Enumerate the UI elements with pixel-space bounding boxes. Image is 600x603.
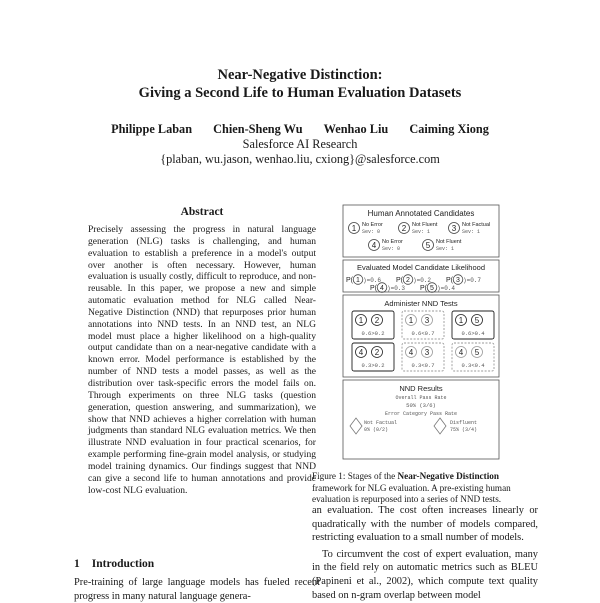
candidate-label: Not Fluent <box>436 239 462 245</box>
category-value: 0% (0/2) <box>364 427 389 433</box>
caption-prefix: Figure 1: Stages of the <box>312 471 398 481</box>
candidate-label: No Error <box>382 239 403 245</box>
overall-pass-label: Overall Pass Rate <box>395 395 447 401</box>
nnd-test-condition: 0.6>0.4 <box>461 330 485 337</box>
likelihood-value: )=0.7 <box>463 277 482 284</box>
disfluent-icon <box>434 418 446 434</box>
nnd-test <box>402 311 444 339</box>
candidate-number: 4 <box>371 241 377 250</box>
caption-rest: framework for NLG evaluation. A pre-existing human evaluation is repurposed into a series of NND tests. <box>312 482 511 505</box>
candidate-card <box>399 222 438 235</box>
likelihood-value: )=0.6 <box>363 277 382 284</box>
category-name: Not Factual <box>364 420 398 426</box>
likelihood-item <box>420 283 455 293</box>
likelihood-p: P( <box>396 277 403 284</box>
emails: {plaban, wu.jason, wenhao.liu, cxiong}@salesforce.com <box>160 152 440 166</box>
not-factual-icon <box>350 418 362 434</box>
abstract-text: Precisely assessing the progress in natural language generation (NLG) tasks is challenging, and human evaluation to establish a preference in a model's output over another is often necessary. However, human evaluation is usually costly, difficult to reproduce, and non-reusable. In this paper, we propose a new and simple automatic evaluation method for NLG called Near-Negative Distinction (NND) that repurposes prior human annotations into NND tests. In an NND test, an NLG model must place a higher likelihood on a high-quality output candidate than on a near-negative candidate with a known error. Model performance is established by the number of NND tests a model passes, as well as the distribution over task-specific errors the model fails on. Through experiments on three NLG tasks (question generation, question answering, and summarization), we show that NND achieves a higher correlation with human judgments than standard NLG evaluation metrics. We then illustrate NND evaluation in four practical scenarios, for example performing fine-grain model analysis, or studying model training dynamics. Our findings suggest that NND can give a second life to human annotations and provide low-cost NLG evaluation. <box>88 224 316 496</box>
candidate-label: Not Fluent <box>412 222 438 228</box>
candidate-card <box>423 239 462 252</box>
candidate-card <box>349 222 383 235</box>
error-category-label: Error Category Pass Rate <box>384 411 458 417</box>
nnd-test <box>352 343 394 371</box>
likelihood-value: )=0.4 <box>437 285 456 292</box>
likelihood-value: )=0.2 <box>413 277 432 284</box>
paper-title <box>0 66 600 102</box>
nnd-test-condition: 0.3>0.2 <box>361 362 385 369</box>
candidate-number: 5 <box>430 285 434 292</box>
candidate-number: 3 <box>424 348 430 357</box>
intro-text: Pre-training of large language models has fueled recent progress in many natural language genera- <box>74 577 320 602</box>
candidate-label: No Error <box>362 222 383 228</box>
figure-diagram <box>342 204 500 460</box>
overall-pass-value: 50% (3/6) <box>406 402 436 409</box>
likelihood-p: P( <box>370 285 377 292</box>
category-not-factual <box>350 418 397 434</box>
candidate-number: 1 <box>351 224 357 233</box>
title-line-1: Near-Negative Distinction: <box>217 67 383 83</box>
section-heading <box>74 558 154 570</box>
candidate-number: 2 <box>406 277 410 284</box>
panel-candidates-title: Human Annotated Candidates <box>367 209 475 218</box>
candidate-number: 5 <box>474 316 480 325</box>
candidate-number: 5 <box>425 241 431 250</box>
figure-1 <box>342 204 500 460</box>
likelihood-p: P( <box>446 277 453 284</box>
likelihood-item <box>396 275 431 285</box>
candidate-number: 3 <box>456 277 460 284</box>
likelihood-item <box>446 275 481 285</box>
right-column-text <box>312 504 538 602</box>
author-block <box>0 122 600 167</box>
candidate-number: 1 <box>458 316 464 325</box>
panel-likelihood-title: Evaluated Model Candidate Likelihood <box>356 263 486 272</box>
candidate-number: 4 <box>358 348 364 357</box>
candidate-severity: Sev: 1 <box>462 229 481 235</box>
candidate-number: 1 <box>358 316 364 325</box>
candidate-number: 3 <box>424 316 430 325</box>
candidate-number: 4 <box>458 348 464 357</box>
panel-results-title: NND Results <box>399 384 443 393</box>
nnd-test <box>352 311 394 339</box>
candidate-number: 1 <box>356 277 360 284</box>
nnd-test <box>452 311 494 339</box>
likelihood-value: )=0.3 <box>387 285 406 292</box>
nnd-tests <box>352 311 494 371</box>
candidate-severity: Sev: 0 <box>382 246 401 252</box>
abstract-heading: Abstract <box>180 206 224 218</box>
candidate-number: 4 <box>380 285 384 292</box>
candidate-card <box>369 239 403 252</box>
candidate-severity: Sev: 0 <box>362 229 381 235</box>
likelihood-p: P( <box>346 277 353 284</box>
candidate-number: 3 <box>451 224 457 233</box>
candidate-number: 1 <box>408 316 414 325</box>
author-name: Wenhao Liu <box>323 122 389 136</box>
nnd-test-condition: 0.6>0.2 <box>361 330 385 337</box>
author-name: Caiming Xiong <box>409 122 489 136</box>
paragraph: an evaluation. The cost often increases linearly or quadratically with the number of models compared, restricting evaluation to a small number of models. <box>312 505 538 544</box>
nnd-test-condition: 0.3<0.7 <box>411 362 435 369</box>
affiliation: Salesforce AI Research <box>242 137 358 151</box>
nnd-test-condition: 0.3<0.4 <box>461 362 485 369</box>
candidate-number: 2 <box>374 348 380 357</box>
candidate-card <box>449 222 491 235</box>
likelihood-item <box>370 283 405 293</box>
likelihood-p: P( <box>420 285 427 292</box>
author-name: Chien-Sheng Wu <box>213 122 303 136</box>
candidate-severity: Sev: 1 <box>436 246 455 252</box>
candidate-number: 2 <box>374 316 380 325</box>
candidate-number: 5 <box>474 348 480 357</box>
author-names <box>0 122 600 137</box>
candidate-number: 4 <box>408 348 414 357</box>
nnd-test <box>402 343 444 371</box>
likelihood-item <box>346 275 381 285</box>
figure-caption <box>312 471 534 506</box>
category-value: 75% (3/4) <box>450 427 478 433</box>
nnd-test-condition: 0.6<0.7 <box>411 330 435 337</box>
candidate-label: Not Factual <box>462 222 491 228</box>
candidate-severity: Sev: 1 <box>412 229 431 235</box>
category-name: Disfluent <box>450 420 478 426</box>
panel-tests-title: Administer NND Tests <box>384 299 458 308</box>
section-title: Introduction <box>91 558 155 570</box>
nnd-test <box>452 343 494 371</box>
section-number: 1 <box>74 558 80 570</box>
category-disfluent <box>434 418 477 434</box>
candidate-number: 2 <box>401 224 407 233</box>
caption-bold: Near-Negative Distinction <box>397 471 499 481</box>
title-line-2: Giving a Second Life to Human Evaluation Datasets <box>138 85 462 101</box>
author-name: Philippe Laban <box>111 122 193 136</box>
paragraph: To circumvent the cost of expert evaluation, many in the field rely on automatic metrics such as BLEU (Papineni et al., 2002), which compute text quality based on n-gram overlap between model <box>312 548 538 601</box>
